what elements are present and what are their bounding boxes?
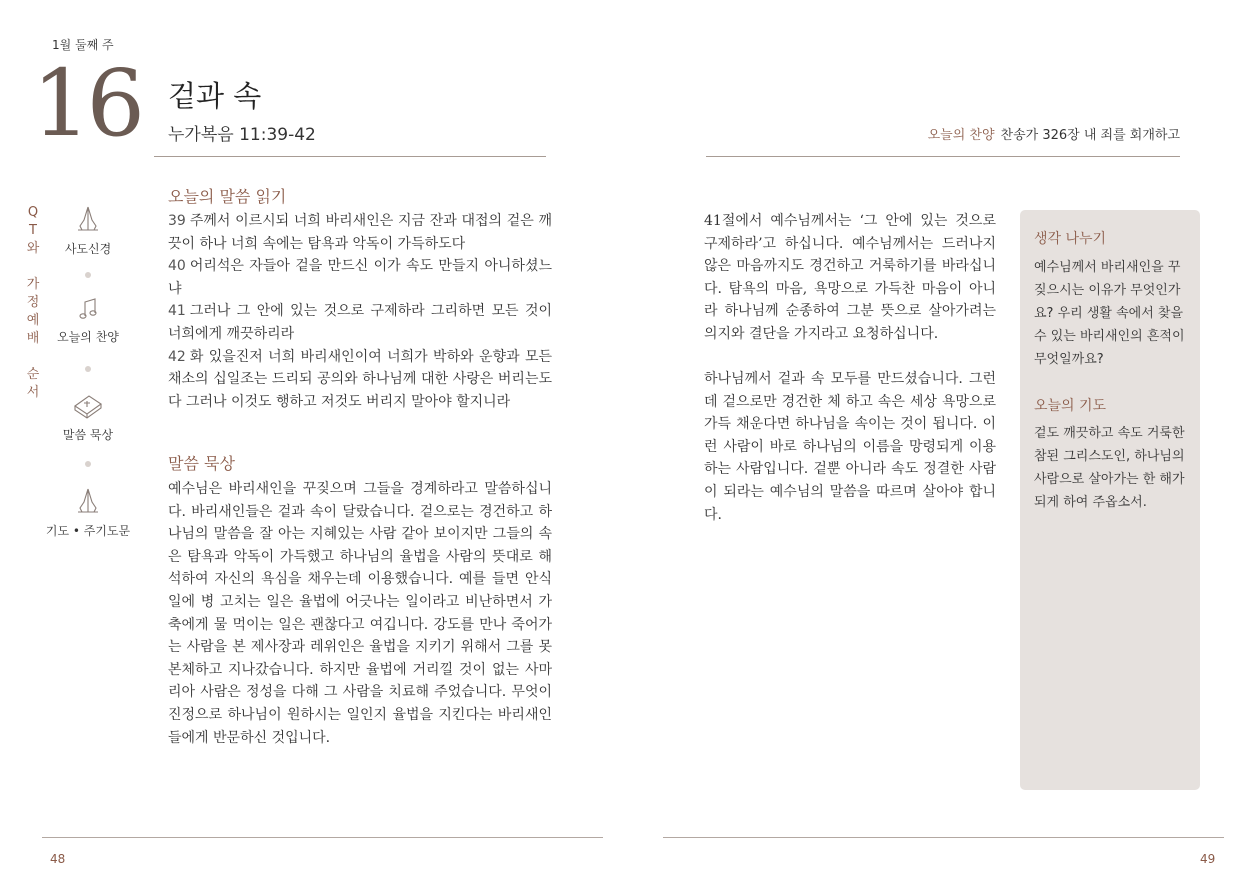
hymn-line xyxy=(928,124,1180,143)
hymn-title: 찬송가 326장 내 죄를 회개하고 xyxy=(1000,128,1180,143)
header-divider-left xyxy=(154,156,546,157)
prayer-text: 겉도 깨끗하고 속도 거룩한 참된 그리스도인, 하나님의 사람으로 살아가는 한 해가 되게 하여 주옵소서. xyxy=(1034,426,1185,510)
prayer-heading: 오늘의 기도 xyxy=(1034,398,1107,414)
footer-divider-left xyxy=(42,837,603,838)
sidebar-item-hymn xyxy=(50,296,126,345)
page-number-left: 48 xyxy=(50,852,66,866)
reading-heading: 오늘의 말씀 읽기 xyxy=(168,187,287,206)
footer-divider-right xyxy=(663,837,1224,838)
praying-hands-icon xyxy=(73,486,103,516)
sidebar-item-creed xyxy=(50,204,126,257)
divider-dot xyxy=(85,272,91,278)
header-divider-right xyxy=(706,156,1180,157)
divider-dot xyxy=(85,461,91,467)
verse-39: 39 주께서 이르시되 너희 바리새인은 지금 잔과 대접의 겉은 깨끗이 하나 너희 속에는 탐욕과 악독이 가득하도다 xyxy=(168,213,552,252)
verse-41: 41 그러나 그 안에 있는 것으로 구제하라 그리하면 모든 것이 너희에게 깨끗하리라 xyxy=(168,303,552,342)
reading-verses xyxy=(168,210,552,413)
sidebar-item-prayer xyxy=(40,486,136,539)
praying-hands-icon xyxy=(73,204,103,234)
share-text: 예수님께서 바리새인을 꾸짖으시는 이유가 무엇인가요? 우리 생활 속에서 찾을 수 있는 바리새인의 흔적이 무엇일까요? xyxy=(1034,260,1185,367)
week-label: 1월 둘째 주 xyxy=(52,38,114,52)
page-number-right: 49 xyxy=(1200,852,1216,866)
sidebar-item-meditation xyxy=(50,390,126,443)
sidebar-item-label: 말씀 묵상 xyxy=(62,428,114,442)
bible-icon xyxy=(71,390,105,420)
sidebar-item-label: 사도신경 xyxy=(64,242,112,256)
divider-dot xyxy=(85,366,91,372)
hymn-label: 오늘의 찬양 xyxy=(927,128,995,143)
sidebar-item-label: 오늘의 찬양 xyxy=(57,330,119,344)
verse-42: 42 화 있을진저 너희 바리새인이여 너희가 박하와 운향과 모든 채소의 십일조는 드리되 공의와 하나님께 대한 사랑은 버리는도다 그러나 이것도 행하고 저것도 버리지 말아야 할지니라 xyxy=(168,348,552,410)
meditation-paragraph-3: 하나님께서 겉과 속 모두를 만드셨습니다. 그런데 겉으로만 경건한 체 하고 속은 세상 욕망으로 가득 채운다면 하나님을 속이는 것이 됩니다. 이런 사람이 바로 하나님의 이름을 망령되게 이용하는 사람입니다. 겉뿐 아니라 속도 정결한 사람이 되라는 예수님의 말씀을 따르며 살아야 합니다. xyxy=(704,371,996,523)
meditation-paragraph-1: 예수님은 바리새인을 꾸짖으며 그들을 경계하라고 말씀하십니다. 바리새인들은 겉과 속이 달랐습니다. 겉으로는 경건하고 하나님의 말씀을 잘 아는 지혜있는 사람 같아 보이지만 그들의 속은 탐욕과 악독이 가득했고 하나님의 율법을 사람의 뜻대로 해석하여 자신의 욕심을 채우는데 이용했습니다. 예를 들면 안식일에 병 고치는 일은 율법에 어긋나는 일이라고 비난하면서 가축에게 물 먹이는 일은 괜찮다고 여깁니다. 강도를 만나 죽어가는 사람을 본 제사장과 레위인은 율법을 지키기 위해서 그를 못 본체하고 지나갔습니다. 하지만 율법에 거리낄 것이 없는 사마리아 사람은 정성을 다해 그 사람을 치료해 주었습니다. 무엇이 진정으로 하나님이 원하시는 일인지 율법을 지킨다는 바리새인들에게 반문하신 것입니다. xyxy=(168,481,552,746)
vertical-title: Q T 와 가 정 예 배 순 서 xyxy=(26,205,40,400)
music-note-icon xyxy=(73,296,103,322)
page-title: 겉과 속 xyxy=(168,79,262,113)
verse-40: 40 어리석은 자들아 겉을 만드신 이가 속도 만들지 아니하셨느냐 xyxy=(168,258,552,297)
meditation-heading: 말씀 묵상 xyxy=(168,454,235,473)
meditation-paragraph-2: 41절에서 예수님께서는 ‘그 안에 있는 것으로 구제하라’고 하십니다. 예수님께서는 드러나지 않은 마음까지도 경건하고 거룩하기를 바라십니다. 탐욕의 마음, 욕망으로 가득찬 마음이 아니라 하나님께 순종하여 그분 뜻으로 살아가려는 의지와 결단을 가지라고 요청하십니다. xyxy=(704,213,996,342)
day-number: 16 xyxy=(32,50,142,157)
scripture-reference: 누가복음 11:39-42 xyxy=(168,125,316,145)
share-heading: 생각 나누기 xyxy=(1034,231,1107,247)
sidebar-item-label: 기도 • 주기도문 xyxy=(45,524,131,538)
